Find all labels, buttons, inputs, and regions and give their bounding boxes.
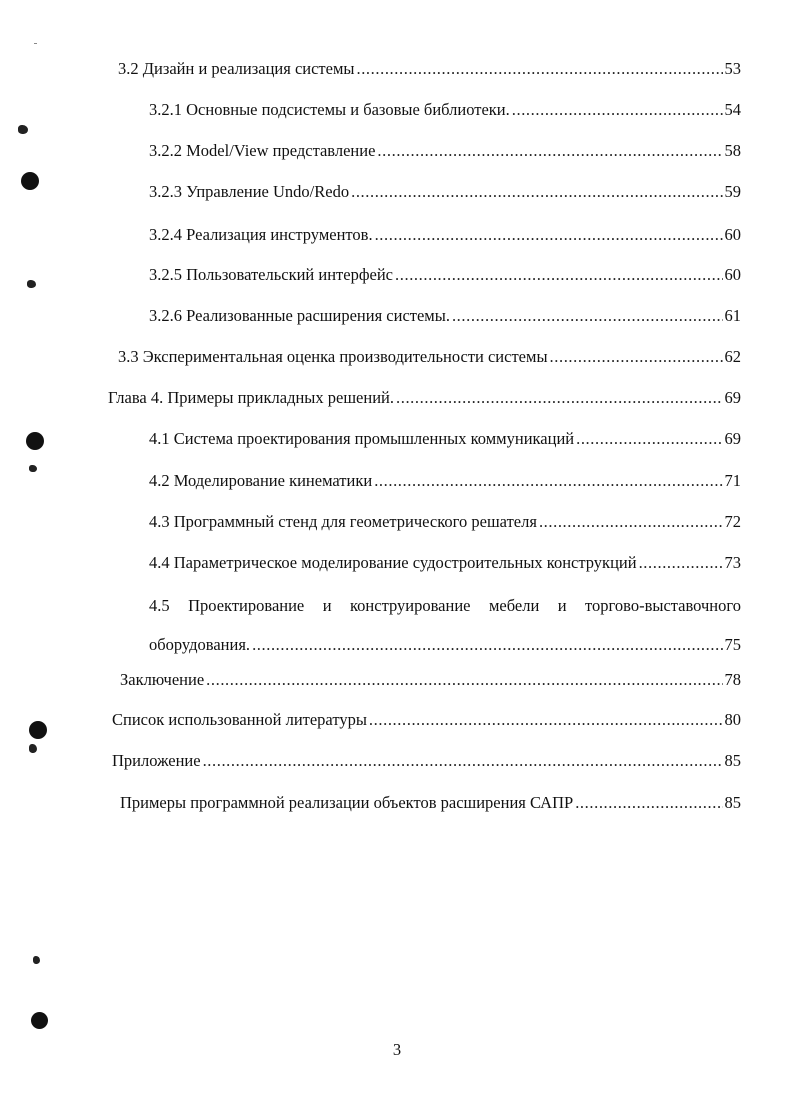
toc-entry-title: Приложение: [112, 751, 201, 770]
toc-entry: [149, 141, 741, 161]
scan-speck: [33, 956, 40, 964]
toc-entry-page: 80: [724, 710, 741, 729]
toc-dot-leader: [512, 100, 723, 120]
toc-entry-page: 54: [724, 100, 741, 119]
toc-dot-leader: [452, 306, 723, 326]
toc-entry-page: 75: [724, 635, 741, 654]
toc-entry: [149, 471, 741, 491]
toc-dot-leader: [206, 670, 722, 690]
toc-entry-title: 3.2.3 Управление Undo/Redo: [149, 182, 350, 201]
toc-entry-page: 73: [724, 553, 741, 572]
toc-entry-page: 61: [724, 306, 741, 325]
toc-entry: [149, 225, 741, 245]
toc-entry-title-line1: 4.5 Проектирование и конструирование мебели и торгово-выставочного: [149, 596, 741, 615]
toc-entry: [120, 670, 741, 690]
toc-dot-leader: [369, 710, 723, 730]
toc-entry-title: 3.2.5 Пользовательский интерфейс: [149, 265, 394, 284]
toc-entry-title-line2: оборудования.: [149, 635, 251, 654]
toc-entry: [112, 710, 741, 730]
toc-dot-leader: [639, 553, 723, 573]
toc-entry-title: 3.3 Экспериментальная оценка производительности системы: [118, 347, 548, 366]
toc-entry-title: Примеры программной реализации объектов расширения САПР: [120, 793, 574, 812]
punch-hole: [29, 721, 47, 739]
page-number: 3: [392, 1040, 402, 1059]
toc-entry-multiline: [149, 596, 741, 655]
toc-dot-leader: [252, 635, 722, 655]
toc-entry-page: 85: [724, 751, 741, 770]
toc-entry: [149, 100, 741, 120]
toc-entry-title: 3.2.6 Реализованные расширения системы.: [149, 306, 450, 325]
toc-dot-leader: [374, 471, 722, 491]
toc-entry-title: Список использованной литературы: [112, 710, 367, 729]
toc-entry-title: Глава 4. Примеры прикладных решений.: [108, 388, 394, 407]
toc-entry-page: 62: [724, 347, 741, 366]
scan-speck: [27, 280, 36, 288]
toc-entry: [120, 793, 741, 813]
toc-entry-page: 71: [724, 471, 741, 490]
toc-entry-title: 4.1 Система проектирования промышленных коммуникаций: [149, 429, 575, 448]
scan-mark: [34, 43, 37, 44]
scan-speck: [18, 125, 28, 134]
toc-dot-leader: [377, 141, 722, 161]
toc-entry-title: 3.2.1 Основные подсистемы и базовые библиотеки.: [149, 100, 510, 119]
toc-dot-leader: [539, 512, 723, 532]
toc-dot-leader: [396, 388, 723, 408]
toc-entry-line2: [149, 635, 741, 655]
toc-entry: [118, 59, 741, 79]
punch-hole: [21, 172, 39, 190]
toc-entry-page: 78: [724, 670, 741, 689]
toc-dot-leader: [351, 182, 722, 202]
toc-entry-title: Заключение: [120, 670, 205, 689]
toc-entry-title: 4.2 Моделирование кинематики: [149, 471, 373, 490]
punch-hole: [31, 1012, 48, 1029]
toc-entry: [149, 265, 741, 285]
toc-entry-title: 3.2.2 Model/View представление: [149, 141, 376, 160]
toc-entry-page: 58: [724, 141, 741, 160]
toc-entry: [149, 512, 741, 532]
toc-entry: [112, 751, 741, 771]
toc-entry: [149, 306, 741, 326]
toc-entry-page: 72: [724, 512, 741, 531]
toc-entry-page: 69: [724, 429, 741, 448]
scan-speck: [29, 465, 37, 472]
toc-dot-leader: [203, 751, 723, 771]
toc-entry-page: 85: [724, 793, 741, 812]
toc-entry-page: 59: [724, 182, 741, 201]
toc-entry: [149, 553, 741, 573]
toc-dot-leader: [550, 347, 723, 367]
toc-entry-title: 4.4 Параметрическое моделирование судостроительных конструкций: [149, 553, 637, 572]
toc-dot-leader: [576, 429, 722, 449]
toc-entry: [149, 429, 741, 449]
punch-hole: [26, 432, 44, 450]
toc-entry: [118, 347, 741, 367]
toc-dot-leader: [375, 225, 723, 245]
toc-entry-title: 4.3 Программный стенд для геометрического решателя: [149, 512, 537, 531]
toc-entry: [149, 182, 741, 202]
toc-entry-page: 60: [724, 225, 741, 244]
toc-entry-page: 53: [724, 59, 741, 78]
toc-dot-leader: [356, 59, 722, 79]
toc-entry-title: 3.2.4 Реализация инструментов.: [149, 225, 373, 244]
toc-dot-leader: [395, 265, 722, 285]
toc-entry-title: 3.2 Дизайн и реализация системы: [118, 59, 355, 78]
scan-speck: [29, 744, 37, 753]
toc-entry: [108, 388, 741, 408]
toc-dot-leader: [575, 793, 722, 813]
toc-entry-page: 60: [724, 265, 741, 284]
toc-entry-page: 69: [724, 388, 741, 407]
